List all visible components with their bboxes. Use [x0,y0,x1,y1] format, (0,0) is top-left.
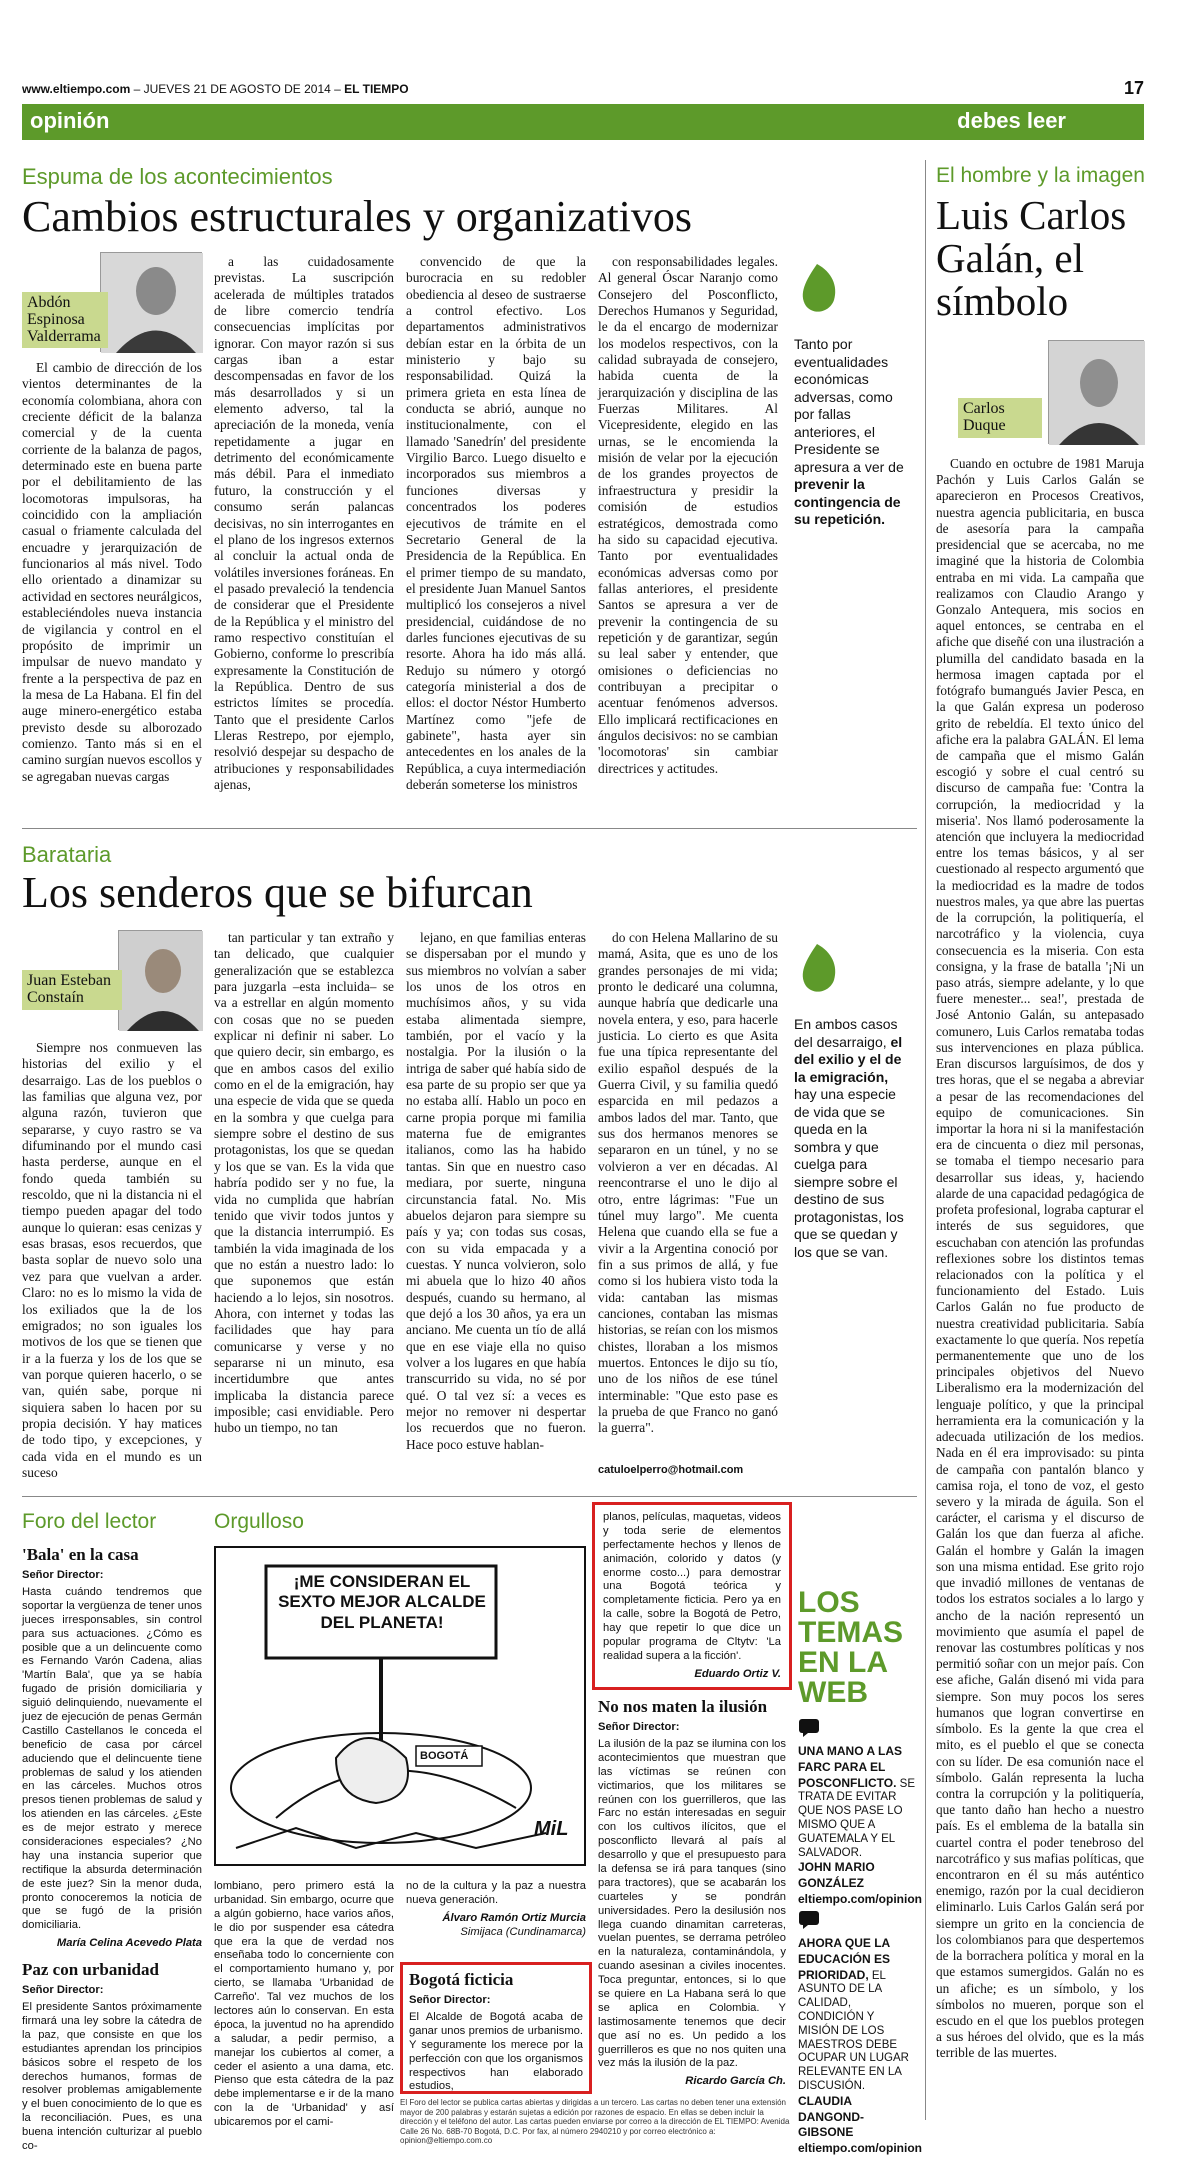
article1-col3: convencido de que la burocracia en su redobler obediencia al deseo de sustraerse a control efectivo. Los departamentos administrativos debían estar en la órbita de un ministerio y bajo su responsabilidad. Quizá la primera grieta en esta línea de conducta se abrió, aunque no institucionalmente, con el llamado 'Sanedrín' del presidente Virgilio Barco. Luego disuelto e incorporados sus miembros a funciones diversas y concentrados los poderes ejecutivos de trámite en el Secretario General de la Presidencia de la República. En el primer tiempo de su mandato, el presidente Juan Manuel Santos multiplicó los consejeros a nivel presidencial, cuidándose de no darles funciones ejecutivas de su resorte. Ahora ha ido más allá. Redujo su número y otorgó categoría ministerial a dos de ellos: el doctor Néstor Humberto Martínez como "jefe de gabinete", hasta ayer sin antecedentes en los anales de la República, a cuya intermediación deberán someterse los ministros [406,254,586,792]
letter4-signature: Ricardo García Ch. [685,2075,786,2088]
issue-date: JUEVES 21 DE AGOSTO DE 2014 [143,82,331,96]
foro-footnote: El Foro del lector se publica cartas abiertas y dirigidas a un tercero. Las cartas no deben tener una extensión mayor de 200 palabras y estarán sujetas a edición por razones de espacio. En ellas se deben incluir la dirección y el teléfono del autor. Las cartas pueden enviarse por correo a la dirección de EL TIEMPO: Avenida Calle 26 No. 68B-70 Bogotá, D.C. Por fax, al número 2940210 y por correo electrónico a: opinion@eltiempo.com.co [400,2098,790,2146]
letter2-continuation: lombiano, pero primero está la urbanidad. Sin embargo, ocurre que a algún gobierno, hace varios años, le dio por suspender esa cátedra que era la que de verdad nos enseñaba todo lo concerniente con el comportamiento humano y, por cierto, se llamaba 'Urbanidad de Carreño'. Tal vez muchos de los lectores aún lo conservan. En esta época, la juventud no ha aprendido a saludar, a pedir permiso, a manejar los cubiertos al comer, a ceder el asiento a una dama, etc. Pienso que esta cátedra de la paz debe implementarse e ir de la mano con la de 'Urbanidad' y así ubicaremos por el cami- [214,1880,394,2129]
letter1-salute: Señor Director: [22,1569,104,1582]
article2-col4: do con Helena Mallarino de su mamá, Asita, que es uno de los grandes personajes de mi vida; pronto le dedicaré una columna, aunque habría que dedicarle una novela entera, y eso, para hacerle justicia. Lo cierto es que Asita fue una típica representante del exilio español después de la Guerra Civil, y su familia quedó esparcida en mil pedazos a ambos lados del mar. Tanto, que sus dos hermanos menores se separaron en un túnel, y no se volvieron a ver en décadas. Al reencontrarse el uno le dijo al otro, entre lágrimas: "Fue un túnel muy largo". Me cuenta Helena que cuando ella se fue a vivir a la Argentina conoció por fin a sus primos de allá, y fue como si los hubiera visto toda la vida: cantaban las mismas canciones, contaban las mismas historias, se reían con los mismos chistes, lloraban a los mismos muertos. Entonces le dijo su tío, uno de los niños de ese túnel interminable: "Que esto pase es la prueba de que Franco no ganó la guerra". [598,930,779,1436]
sidebar-divider [925,160,926,2120]
comment-icon [798,1718,820,1743]
web-item-2[interactable]: AHORA QUE LA EDUCACIÓN ES PRIORIDAD, EL ASUNTO DE LA CALIDAD, CONDICIÓN Y MISIÓN DE LOS MAESTROS DEBE OCUPAR UN LUGAR RELEVANTE EN LA DISCUSIÓN. CLAUDIA DANGOND-GIBSONE eltiempo.com/opinion [798,1936,923,2156]
article2-col3: lejano, en que familias enteras se dispersaban por el mundo y sus miembros no volvían a saber los unos de los otros en muchísimos años, y su vida estaba alimentada siempre, también, por el vacío y la nostalgia. Por la ilusión o la intriga de saber qué había sido de esa parte de su propio ser que ya no estaba allí. Hablo un poco en carne propia porque mi familia materna fue de emigrantes italianos, como las ha habido tantas. Sin que en nuestro caso mediara, por suerte, ninguna circunstancia fatal. No. Mis abuelos dejaron para siempre su país y ya; con todas sus cosas, con su vida empacada y a cuestas. Y nunca volvieron, solo mi abuela que lo hizo 40 años después, cuando su hermano, al que dejó a los 30 años, ya era un anciano. Me cuenta un tío de allá que en ese viaje ella no quiso volver a los lugares en que había transcurrido su vida, no sé por qué. O tal vez sí: a veces es mejor no remover ni despertar los recuerdos que no fueron. Hace poco estuve hablan- [406,930,586,1452]
letter4-salute: Señor Director: [598,1721,680,1734]
article1-headline: Cambios estructurales y organizativos [22,192,693,241]
cartoon-sign-text: ¡ME CONSIDERAN EL SEXTO MEJOR ALCALDE DEL PLANETA! [278,1572,486,1632]
letter2-continuation-end: no de la cultura y la paz a nuestra nueva generación. Álvaro Ramón Ortiz Murcia Simijaca (Cundinamarca) [406,1880,586,1938]
masthead-line: www.eltiempo.com – JUEVES 21 DE AGOSTO DE 2014 – EL TIEMPO [22,82,409,96]
portrait-icon [1049,341,1145,445]
article1-col4: con responsabilidades legales. Al general Óscar Naranjo como Consejero del Posconflicto, Derechos Humanos y Seguridad, le da el encargo de modernizar los modelos respectivos, con la calidad subrayada de consejero, habida cuenta de la jerarquización y disciplina de las Fuerzas Militares. Al Vicepresidente, elegido en las urnas, se le encomienda la misión de velar por la ejecución de los grandes proyectos de infraestructura y presidir la comisión de estudios estratégicos, demostrada como ha sido su capacidad ejecutiva. Tanto por eventualidades económicas adversas como por fallas anteriores, el presidente Santos se apresura a ver de prevenir la contingencia de su repetición y de garantizar, según su leal saber y entender, que omisiones o deficiencias no contribuyan a precipitar o acentuar fenómenos adversos. Ello implicará rectificaciones en ángulos decisivos: no se cambian 'locomotoras' sin cambiar directrices y actitudes. [598,254,778,776]
sidebar-author-photo [1048,340,1144,444]
letter1-title: 'Bala' en la casa [22,1545,139,1564]
letter4-title: No nos maten la ilusión [598,1697,768,1716]
author-byline-2: Juan Esteban Constaín [22,970,122,1010]
author-photo [100,252,202,352]
letter3-salute: Señor Director: [409,1994,491,2007]
foro-title: Foro del lector [22,1510,157,1533]
divider-lower [22,1496,917,1497]
article2-kicker: Barataria [22,842,112,867]
letter1-signature: María Celina Acevedo Plata [56,1937,202,1950]
site-url[interactable]: www.eltiempo.com [22,82,131,96]
web-section-title: LOS TEMAS EN LA WEB [798,1586,903,1709]
portrait-icon [101,253,203,353]
author-email[interactable]: catuloelperro@hotmail.com [598,1464,744,1476]
web-item-1[interactable]: UNA MANO A LAS FARC PARA EL POSCONFLICTO. SE TRATA DE EVITAR QUE NOS PASE LO MISMO QUE A GUATEMALA Y EL SALVADOR. JOHN MARIO GONZÁLEZ eltiempo.com/opinion [798,1744,923,1906]
letter3-signature: Eduardo Ortiz V. [694,1667,781,1680]
author-photo-2 [118,930,202,1030]
paper-name: EL TIEMPO [344,82,409,96]
cartoonist-signature: MiL [534,1818,569,1840]
letter3-text: El Alcalde de Bogotá acaba de ganar unos premios de urbanismo. Y seguramente los merece por la perfección con que los organismos respectivos han elaborado estudios, [409,2010,583,2093]
article2-headline: Los senderos que se bifurcan [22,868,533,917]
pullquote-mark-icon [794,260,840,321]
bogota-ficticia-box [400,1962,592,2094]
debes-leer-tag: debes leer [957,108,1066,133]
article2-col1: Siempre nos conmueven las historias del exilio y el desarraigo. Las de los pueblos o las familias que alguna vez, por alguna razón, tuvieron que separarse, y cuyo rastro se va difuminando por el mundo casi hasta perderse, aunque en el fondo queda también su rescoldo, que ni la distancia ni el tiempo pueden apagar del todo aunque lo quieran: esas cenizas y esas brasas, esos recuerdos, que basta soplar de nuevo solo una vez para que vuelvan a arder. Claro: no es lo mismo la vida de los exiliados que la de los emigrados; no son iguales los motivos de los que se tienen que ir a la fuerza y los de los que se van porque quieren hacerlo, o se van, quién sabe, porque ni siquiera saben lo hacen por su propia decisión. Y hay matices de todo tipo, y excepciones, y cada vida en el mundo es un suceso [22,1040,202,1480]
pullquote-mark-icon-2 [794,940,840,1001]
cartoon-label: BOGOTÁ [420,1750,469,1762]
sidebar-body: Cuando en octubre de 1981 Maruja Pachón y Luis Carlos Galán se aparecieron en Procesos Creativos, nuestra agencia publicitaria, en busca de asesoría para la campaña presidencial que se acercaba, no me imaginé que la historia de Colombia entraba en mi vida. La campaña que realizamos con Claudio Arango y Gonzalo Antequera, mis socios en aquel entonces, se centraba en el afiche que diseñé con una ilustración a plumilla del candidato basada en la hermosa imagen captada por el fotógrafo bumangués Javier Pesca, en la que Galán expresa un poderoso grito de rebeldía. El texto único del afiche era la palabra GALÁN. El lema de campaña que el mismo Galán escogió y sobre el cual centró su discurso de campaña fue: 'Contra la corrupción, la mediocridad y la miseria'. Nos llamó poderosamente la atención que incluyera la mediocridad entre los temas básicos, y al ser cuestionado al respecto argumentó que la mediocridad es la madre de todos nuestros males, ya que abre las puertas de la corrupción, la politiquería, el narcotráfico y la violencia, cuya consecuencia es la miseria. Con esta consigna, y la frase de batalla '¡Ni un paso atrás, siempre adelante, y lo que fuere menester... sea!', prestada de José Antonio Galán, su antepasado comunero, Luis Carlos remataba todas sus intervenciones en plaza pública. Eran discursos larguísimos, de dos y tres horas, que el se negaba a abreviar a pesar de las recomendaciones del equipo de comunicaciones. Sin importar la hora ni si la manifestación era de cincuenta o diez mil personas, se tomaba el tiempo necesario para desarrollar sus ideas, y, haciendo alarde de una capacidad pedagógica de profeta profesional, lograba capturar el interés de sus seguidores, que escuchaban con atención las profundas reflexiones sobre los distintos temas relacionados con la política y el funcionamiento del Estado. Luis Carlos Galán no fue producto de nuestra creatividad publicitaria. Sabía exactamente lo que quería. Nos repetía permanentemente que uno de los principales objetivos del Nuevo Liberalismo era la modernización del lenguaje político, y que la principal herramienta era la comunicación y la adecuada utilización de los medios. Nada en él era improvisado: su pinta de campaña con pantalón blanco y camisa roja, el tono de voz, el gesto severo y la mirada de águila. Son el carácter, el carisma y el discurso de Galán los que dan fuerza al afiche. Galán el hombre y Galán la imagen son una misma entidad. Ese grito rojo que invadió millones de ventanas de todos los estratos sociales a lo largo y ancho de la nación representó un movimiento que asumía el papel de renovar las costumbres políticas y nos permitió soñar con un mejor país. Con ese afiche, Galán disenó mi vida para siempre. Son muy pocos los seres humanos que logran convertirse en símbolo. Es la gente la que crea el mito, es el pueblo el que se conecta con su líder. De esa comunión nace el símbolo. Galán representa la lucha contra la corrupción y la politiquería, que tanto daño han hecho a nuestro país. Es el emblema de la batalla sin cuartel contra el poder tenebroso del narcotráfico y sus mafias políticas, que encontraron en él su más auténtico enemigo, razón por la cual decidieron eliminarlo. Luis Carlos Galán será por siempre un grito en la conciencia de los colombianos para que despertemos de la borrachera política y moral en la que estamos sumergidos. Galán no es un afiche; es un símbolo, y los símbolos no mueren, porque son el escudo en el que los pueblos protegen a sus héroes del olvido, que es la más terrible de las muertes. [936,456,1144,2061]
letter3-title: Bogotá ficticia [409,1970,514,1989]
divider [22,828,917,829]
comment-icon-2 [798,1910,820,1935]
letter3-continuation-box: planos, películas, maquetas, videos y toda serie de elementos perfectamente hechos y llenos de animación, colorido y datos (y enorme costo...) para demostrar una Bogotá teórica y completamente ficticia. Pero ya en la calle, sobre la Bogotá de Petro, hay que repetir lo que dice un popular programa de Cltytv: 'La realidad supera a la ficción'. Eduardo Ortiz V. [592,1502,792,1690]
letter2-signature: Álvaro Ramón Ortiz Murcia [442,1911,586,1924]
web-item-2-author: CLAUDIA DANGOND-GIBSONE [798,2093,864,2140]
article2-col2: tan particular y tan extraño y tan delicado, que cualquier generalización que se establezca para juzgarla –esta incluida– se va a estrellar en algún momento con cosas que no se pueden explicar ni definir ni saber. Lo que quiero decir, sin embargo, es que en ambos casos del exilio como en el de la emigración, hay una especie de vida que se queda en la sombra y que cuelga para siempre sobre el destino de sus protagonistas, los que se quedan y los que se van. Es la vida que habría podido ser y no fue, la vida no cumplida que habrían tenido que vivir todos juntos y que la distancia interrumpió. Es también la vida imaginada de los que no están a nuestro lado: lo que suponemos que están haciendo a lo lejos, sin nosotros. Ahora, con internet y todas las facilidades que hay para comunicarse y verse y no separarse ni un minuto, esa incertidumbre que antes implicaba la distancia parece imposible; casi envidiable. Pero hubo un tiempo, no tan [214,930,394,1436]
article1-kicker: Espuma de los acontecimientos [22,164,333,189]
author-byline: Abdón Espinosa Valderrama [22,292,108,348]
masthead [22,78,1144,100]
letter4 [598,1696,786,2116]
article1-col1: El cambio de dirección de los vientos determinantes de la economía colombiana, ahora con creciente déficit de la balanza comercial y de la cuenta corriente de la balanza de pagos, determinado este en buena parte por el debilitamiento de las locomotoras impulsoras, ha coincidido con la ampliación casual o friamente calculada del encuadre y jerarquización de funcionarios al más nivel. Todo ello orientado a dinamizar su actividad en sectores neurálgicos, estableciéndoles nueva instancia de vigilancia y control en el propósito de imprimir un impulsar de nuevo mandato y frente a la perspectiva de paz en la mesa de La Habana. El fin del auge minero-energético estaba previsto desde su alborozado comienzo. Tanto más si en el camino surgían nuevos escollos y se agregaban nuevas cargas [22,360,202,784]
article2-pullquote: En ambos casos del desarraigo, el del exilio y el de la emigración, hay una especie de vida que se queda en la sombra y que cuelga para siempre sobre el destino de sus protagonistas, los que se quedan y los que se van. [794,1016,904,1260]
web-item-2-link[interactable]: eltiempo.com/opinion [798,2141,923,2156]
letter2-salute: Señor Director: [22,1984,104,1997]
page-number: 17 [1123,78,1144,98]
article1-col2: a las cuidadosamente previstas. La suscripción acelerada de múltiples tratados de libre comercio tendría consecuencias implícitas por ignorar. Con mayor razón si sus cargas iban a estar descompensadas en favor de los más desarrollados y si un elemento adverso, tal la apreciación de la moneda, venía repetidamente a jugar en detrimento del económicamente más débil. Para el inmediato futuro, la construcción y el consumo serán palancas decisivas, no sin interrogantes en el plano de los ingresos externos al concluir la actual onda de volátiles inversiones foráneas. En el pasado prevaleció la tendencia de considerar que el Presidente de la República y el ministro del ramo respectivo constituían el Gobierno, conforme lo prescribía expresamente la Constitución de la República. Dentro de sus estrictos límites se procedía. Tanto que el presidente Carlos Lleras Restrepo, por ejemplo, resolvió despejar su despacho de atribuciones y responsabilidades ajenas, [214,254,394,792]
letter2-text: El presidente Santos próximamente firmará una ley sobre la cátedra de la paz, que consiste en que los estudiantes aprendan los principios básicos sobre el respeto de los derechos humanos, formas de resolver problemas amigablemente y el buen conocimiento de lo que es la reconciliación. Pues, es una buena intención culturizar al pueblo co- [22,2001,202,2152]
letter1-text: Hasta cuándo tendremos que soportar la vergüenza de tener unos jueces irresponsables, sin control para sus actuaciones. ¿Cómo es posible que a un delincuente como es Fernando Varón Cadena, alias 'Martín Bala', que ya se había fugado de prisión domiciliaria y siguió delinquiendo, nuevamente el juez de ejecución de penas Germán Castillo Castellanos le conceda el beneficio de casa por cárcel aduciendo que el delincuente tiene problemas de salud y los atienden en las cárceles. Muchos otros presos tienen problemas de salud y los atienden en las cárceles. ¿Este es de mejor estrato y merece consideraciones especiales? ¿No hay una instancia superior que rectifique la absurda determinación de este juez? Sin la menor duda, pronto conoceremos la noticia de que se fugó de la prisión domiciliaria. [22,1585,202,1932]
cartoon-title: Orgulloso [214,1510,304,1533]
letter2-title: Paz con urbanidad [22,1960,159,1980]
cartoon [214,1546,586,1866]
sidebar-kicker: El hombre y la imagen [936,164,1145,187]
sidebar-headline: Luis Carlos Galán, el símbolo [936,192,1127,325]
article1-pullquote: Tanto por eventualidades económicas adversas, como por fallas anteriores, el Presidente se apresura a ver de prevenir la contingencia de su repetición. [794,336,904,527]
section-band [22,104,1144,140]
web-item-1-author: JOHN MARIO GONZÁLEZ [798,1860,875,1891]
foro-column [22,1544,202,2152]
section-tag: opinión [30,108,110,133]
web-item-1-link[interactable]: eltiempo.com/opinion [798,1891,923,1906]
sidebar-author-byline: Carlos Duque [958,398,1042,438]
letter4-text: La ilusión de la paz se ilumina con los acontecimientos que muestran que las víctimas se reúnen con victimarios, que los militares se reúnen con los guerrilleros, que las Farc no están interesadas en seguir con los cultivos ilícitos, que el posconflicto llevará al país al desarrollo y que el presupuesto para la defensa se irá para tanques (sino para tractores), que se acabarán los cuarteles y se pondrán universidades. Pero la desilusión nos llega cuando dinamitan carreteras, vuelan puentes, se derrama petróleo en la naturaleza, contaminándola, y cuando asesinan a civiles inocentes. Toca preguntar, entonces, si lo que se quiere en La Habana será lo que se aplica en Colombia. Y lastimosamente tenemos que decir que así no es. Un pedido a los guerrilleros es que no nos quiten una vez más la ilusión de la paz. [598,1737,786,2070]
letter2-place: Simijaca (Cundinamarca) [460,1925,586,1938]
portrait-icon [119,931,203,1031]
